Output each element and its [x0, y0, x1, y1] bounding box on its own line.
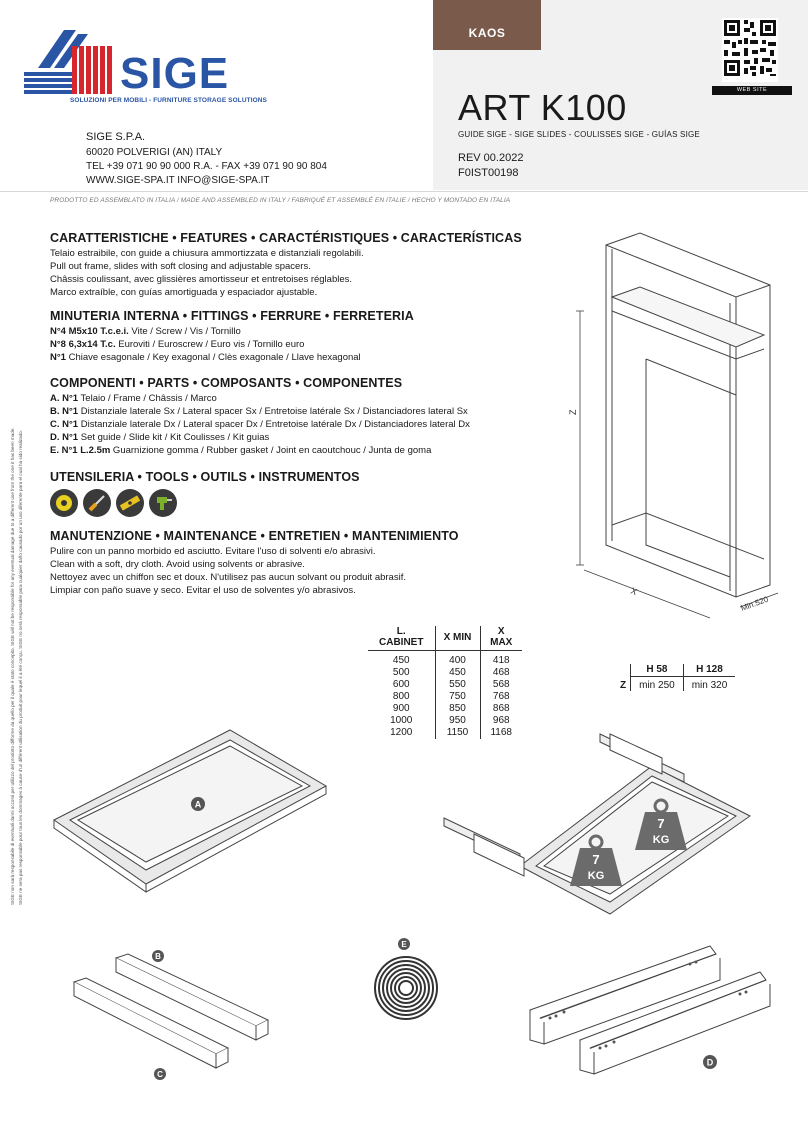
features-line: Marco extraíble, con guías amortiguada y espaciador ajustable. — [50, 287, 318, 298]
frame-a-diagram — [50, 724, 340, 894]
features-section — [50, 232, 522, 299]
maintenance-line: Nettoyez avec un chiffon sec et doux. N'utilisez pas aucun solvant ou produit abrasif. — [50, 572, 406, 583]
rubber-gasket-diagram — [370, 934, 450, 1024]
part-label-d: D — [706, 1057, 714, 1068]
tools-heading: UTENSILERIA • TOOLS • OUTILS • INSTRUMENTOS — [50, 470, 360, 484]
fitting-item: N°8 6,3x14 T.c. Euroviti / Euroscrew / Euro vis / Tornillo euro — [50, 339, 305, 350]
spirit-level-icon — [116, 489, 144, 517]
z-height-table — [616, 664, 735, 691]
company-info — [86, 130, 327, 188]
qr-code-icon[interactable] — [722, 18, 778, 87]
company-address: 60020 POLVERIGI (AN) ITALY — [86, 147, 223, 158]
table-row: 900 850 868 — [368, 703, 522, 715]
article-subtitle: GUIDE SIGE - SIGE SLIDES - COULISSES SIGE - GUÍAS SIGE — [458, 130, 700, 139]
company-web[interactable]: WWW.SIGE-SPA.IT INFO@SIGE-SPA.IT — [86, 175, 270, 186]
screwdriver-icon — [83, 489, 111, 517]
qr-label: WEB SITE — [712, 86, 792, 95]
parts-section — [50, 377, 470, 457]
maintenance-line: Pulire con un panno morbido ed asciutto. Evitare l'uso di solventi e/o abrasivi. — [50, 546, 376, 557]
dimension-z-label: Z — [568, 409, 578, 415]
table-header-row — [368, 626, 522, 651]
disclaimer-line-2: SIGE ne sera pas responsable pour tous les dommages à cause d'un différent utilisation du produit pour lequel il a été conçu. SIGE no será responsable para cualquier daño causado por un uso diferente para el cual ha sido realizado. — [18, 429, 23, 905]
table-row: Z min 250 min 320 — [616, 677, 735, 692]
cabinet-diagram — [560, 225, 800, 625]
revision-block — [458, 151, 523, 181]
cabinet-size-table — [368, 626, 522, 739]
column-header: H 58 — [631, 664, 684, 677]
features-heading: CARATTERISTICHE • FEATURES • CARACTÉRISTIQUES • CARACTERÍSTICAS — [50, 231, 522, 245]
svg-text:7: 7 — [592, 852, 600, 867]
parts-heading: COMPONENTI • PARTS • COMPOSANTS • COMPONENTES — [50, 376, 403, 390]
tools-section — [50, 471, 360, 486]
frame-slides-diagram — [440, 726, 760, 916]
part-item: A. N°1 Telaio / Frame / Châssis / Marco — [50, 393, 217, 404]
svg-text:KG: KG — [587, 870, 605, 882]
part-label-c: C — [157, 1070, 163, 1079]
disclaimer-line-1: SIGE non sarà responsabile di eventuali danni occorsi per utilizzo del prodotto difforme da quello per il quale è stato concepito. SIGE will not be responsible for any eventual damage due to a different use from the one it has been made. — [10, 427, 15, 905]
kaos-tab: KAOS — [433, 0, 541, 50]
fittings-section — [50, 310, 414, 364]
features-line: Châssis coulissant, avec glissières amortisseur et entretoises réglables. — [50, 274, 353, 285]
part-item: B. N°1 Distanziale laterale Sx / Lateral spacer Sx / Entretoise latérale Sx / Distanciadores lateral Sx — [50, 406, 468, 417]
column-header: X MIN — [435, 626, 480, 651]
table-header-row — [616, 664, 735, 677]
table-row: 500 450 468 — [368, 667, 522, 679]
document-code: F0IST00198 — [458, 167, 519, 179]
features-line: Telaio estraibile, con guide a chiusura ammortizzata e distanziali regolabili. — [50, 248, 364, 259]
part-item: C. N°1 Distanziale laterale Dx / Lateral spacer Dx / Entretoise latérale Dx / Distanciadores lateral Dx — [50, 419, 470, 430]
company-name: SIGE S.P.A. — [86, 131, 146, 143]
maintenance-heading: MANUTENZIONE • MAINTENANCE • ENTRETIEN • MANTENIMIENTO — [50, 529, 459, 543]
maintenance-line: Limpiar con paño suave y seco. Evitar el uso de solventes y/o abrasivos. — [50, 585, 356, 596]
vertical-disclaimer — [0, 205, 38, 905]
drill-icon — [149, 489, 177, 517]
tape-measure-icon — [50, 489, 78, 517]
part-label-e: E — [401, 940, 407, 949]
table-row: 1200 1150 1168 — [368, 727, 522, 739]
made-in-italy: PRODOTTO ED ASSEMBLATO IN ITALIA / MADE AND ASSEMBLED IN ITALY / FABRIQUÉ ET ASSEMBLÉ EN ITALIE / HECHO Y MONTADO EN ITALIA — [50, 197, 511, 204]
table-row: 1000 950 968 — [368, 715, 522, 727]
part-item: D. N°1 Set guide / Slide kit / Kit Coulisses / Kit guias — [50, 432, 270, 443]
table-row: 450 400 418 — [368, 651, 522, 668]
maintenance-section — [50, 530, 459, 597]
part-item: E. N°1 L.2.5m Guarnizione gomma / Rubber gasket / Joint en caoutchouc / Junta de goma — [50, 445, 432, 456]
brand-tagline: SOLUZIONI PER MOBILI - FURNITURE STORAGE SOLUTIONS — [70, 97, 267, 104]
spacers-diagram — [70, 948, 270, 1078]
article-title: ART K100 — [458, 87, 627, 128]
column-header: H 128 — [683, 664, 735, 677]
table-row: 800 750 768 — [368, 691, 522, 703]
features-line: Pull out frame, slides with soft closing and adjustable spacers. — [50, 261, 311, 272]
column-header: X MAX — [480, 626, 522, 651]
header-divider — [0, 191, 808, 192]
svg-text:KG: KG — [652, 834, 670, 846]
slide-kit-diagram — [520, 940, 790, 1090]
brand-name: SIGE — [120, 49, 230, 98]
dimension-min-label: Min.520 — [739, 594, 770, 613]
part-label-b: B — [155, 952, 161, 961]
dimension-x-label: X — [629, 585, 639, 598]
tools-row — [50, 489, 177, 517]
company-phone: TEL +39 071 90 90 000 R.A. - FAX +39 071 90 90 804 — [86, 161, 327, 172]
revision: REV 00.2022 — [458, 152, 524, 164]
part-label-a: A — [194, 799, 202, 810]
table-row: 600 550 568 — [368, 679, 522, 691]
fitting-item: N°1 Chiave esagonale / Key exagonal / Clès exagonale / Llave hexagonal — [50, 352, 361, 363]
maintenance-line: Clean with a soft, dry cloth. Avoid using solvents or abrasive. — [50, 559, 305, 570]
fittings-heading: MINUTERIA INTERNA • FITTINGS • FERRURE • FERRETERIA — [50, 309, 414, 323]
fitting-item: N°4 M5x10 T.c.e.i. Vite / Screw / Vis / Tornillo — [50, 326, 241, 337]
column-header: L. CABINET — [368, 626, 435, 651]
svg-text:7: 7 — [657, 816, 665, 831]
